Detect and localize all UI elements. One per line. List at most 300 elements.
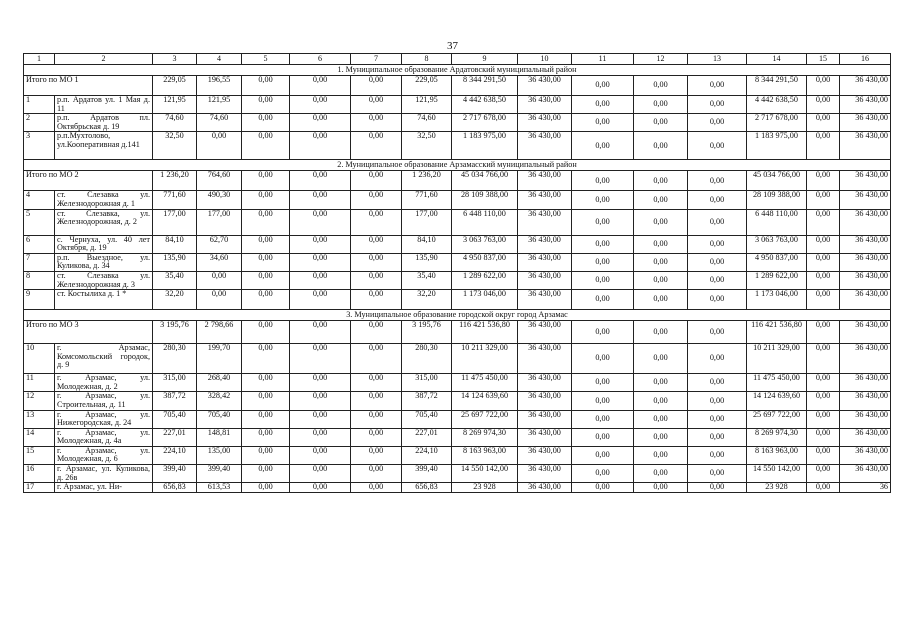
cell-c12: 0,00 [634,410,688,428]
page-number: 37 [447,40,458,52]
cell-c10: 36 430,00 [518,410,572,428]
cell-c4: 705,40 [197,410,242,428]
address-cell: г. Арзамас, ул. Молодежная, д. 4а [55,428,153,446]
total-cell-c6: 0,00 [290,171,351,191]
cell-c11: 0,00 [572,271,634,289]
total-label: Итого по МО 3 [24,321,153,344]
cell-c6: 0,00 [290,465,351,483]
cell-c12: 0,00 [634,132,688,160]
total-cell-c4: 2 798,66 [197,321,242,344]
cell-c13: 0,00 [688,271,747,289]
cell-c8: 656,83 [402,483,452,493]
cell-c8: 135,90 [402,253,452,271]
total-cell-c8: 229,05 [402,76,452,96]
cell-c6: 0,00 [290,191,351,209]
cell-c8: 399,40 [402,465,452,483]
cell-c16: 36 [840,483,891,493]
section-header-row [24,310,891,321]
cell-c13: 0,00 [688,114,747,132]
total-cell-c7: 0,00 [351,321,402,344]
cell-c10: 36 430,00 [518,96,572,114]
cell-c5: 0,00 [242,446,290,464]
address-cell: р.п. Выездное, ул. Куликова, д. 34 [55,253,153,271]
cell-c14: 1 183 975,00 [747,132,807,160]
cell-c12: 0,00 [634,271,688,289]
total-row [24,321,891,344]
cell-c13: 0,00 [688,132,747,160]
cell-c10: 36 430,00 [518,191,572,209]
cell-c14: 11 475 450,00 [747,374,807,392]
cell-c8: 771,60 [402,191,452,209]
cell-c7: 0,00 [351,96,402,114]
table-row [24,344,891,374]
cell-c10: 36 430,00 [518,209,572,235]
cell-c15: 0,00 [807,96,840,114]
cell-c8: 705,40 [402,410,452,428]
row-number: 10 [24,344,55,374]
cell-c13: 0,00 [688,344,747,374]
cell-c5: 0,00 [242,374,290,392]
address-cell: ст. Костылиха д. 1 * [55,290,153,310]
cell-c15: 0,00 [807,410,840,428]
cell-c11: 0,00 [572,392,634,410]
cell-c9: 23 928 [452,483,518,493]
cell-c7: 0,00 [351,114,402,132]
cell-c11: 0,00 [572,446,634,464]
cell-c12: 0,00 [634,428,688,446]
table-row [24,253,891,271]
cell-c3: 32,50 [153,132,197,160]
cell-c5: 0,00 [242,132,290,160]
cell-c3: 177,00 [153,209,197,235]
column-header: 8 [402,54,452,65]
cell-c3: 656,83 [153,483,197,493]
cell-c9: 6 448 110,00 [452,209,518,235]
row-number: 16 [24,465,55,483]
column-header: 2 [55,54,153,65]
table-row [24,191,891,209]
cell-c12: 0,00 [634,96,688,114]
column-header: 5 [242,54,290,65]
cell-c10: 36 430,00 [518,132,572,160]
cell-c6: 0,00 [290,235,351,253]
total-cell-c14: 8 344 291,50 [747,76,807,96]
cell-c13: 0,00 [688,96,747,114]
cell-c14: 3 063 763,00 [747,235,807,253]
cell-c12: 0,00 [634,465,688,483]
column-header: 10 [518,54,572,65]
total-cell-c7: 0,00 [351,171,402,191]
cell-c9: 14 550 142,00 [452,465,518,483]
section-title: 3. Муниципальное образование городской округ город Арзамас [24,310,891,321]
total-cell-c9: 45 034 766,00 [452,171,518,191]
cell-c11: 0,00 [572,290,634,310]
cell-c11: 0,00 [572,428,634,446]
cell-c10: 36 430,00 [518,290,572,310]
cell-c5: 0,00 [242,253,290,271]
cell-c16: 36 430,00 [840,114,891,132]
total-cell-c11: 0,00 [572,171,634,191]
cell-c16: 36 430,00 [840,132,891,160]
row-number: 6 [24,235,55,253]
cell-c11: 0,00 [572,410,634,428]
table-row [24,392,891,410]
cell-c16: 36 430,00 [840,446,891,464]
cell-c13: 0,00 [688,290,747,310]
column-header: 11 [572,54,634,65]
cell-c3: 387,72 [153,392,197,410]
cell-c12: 0,00 [634,191,688,209]
total-row [24,171,891,191]
address-cell: ст. Слезавка ул. Железнодорожная д. 1 [55,191,153,209]
total-label: Итого по МО 1 [24,76,153,96]
cell-c6: 0,00 [290,96,351,114]
cell-c6: 0,00 [290,114,351,132]
total-cell-c11: 0,00 [572,321,634,344]
total-cell-c3: 1 236,20 [153,171,197,191]
table-row [24,428,891,446]
cell-c3: 32,20 [153,290,197,310]
cell-c9: 4 442 638,50 [452,96,518,114]
row-number: 2 [24,114,55,132]
cell-c8: 32,20 [402,290,452,310]
total-cell-c11: 0,00 [572,76,634,96]
cell-c8: 280,30 [402,344,452,374]
cell-c3: 35,40 [153,271,197,289]
cell-c5: 0,00 [242,410,290,428]
total-cell-c15: 0,00 [807,76,840,96]
cell-c12: 0,00 [634,209,688,235]
cell-c14: 10 211 329,00 [747,344,807,374]
total-cell-c6: 0,00 [290,321,351,344]
cell-c4: 135,00 [197,446,242,464]
cell-c13: 0,00 [688,209,747,235]
cell-c10: 36 430,00 [518,465,572,483]
cell-c5: 0,00 [242,483,290,493]
cell-c4: 0,00 [197,132,242,160]
total-cell-c7: 0,00 [351,76,402,96]
cell-c7: 0,00 [351,209,402,235]
cell-c7: 0,00 [351,465,402,483]
total-cell-c16: 36 430,00 [840,321,891,344]
row-number: 14 [24,428,55,446]
cell-c11: 0,00 [572,114,634,132]
total-cell-c13: 0,00 [688,321,747,344]
cell-c14: 25 697 722,00 [747,410,807,428]
cell-c6: 0,00 [290,290,351,310]
column-header: 4 [197,54,242,65]
cell-c13: 0,00 [688,392,747,410]
total-cell-c8: 1 236,20 [402,171,452,191]
cell-c3: 224,10 [153,446,197,464]
cell-c4: 199,70 [197,344,242,374]
cell-c3: 705,40 [153,410,197,428]
cell-c9: 1 173 046,00 [452,290,518,310]
cell-c10: 36 430,00 [518,253,572,271]
cell-c15: 0,00 [807,344,840,374]
cell-c13: 0,00 [688,191,747,209]
address-cell: р.п. Ардатов пл. Октябрьская д. 19 [55,114,153,132]
cell-c7: 0,00 [351,235,402,253]
table-body [24,54,891,493]
cell-c11: 0,00 [572,465,634,483]
total-cell-c10: 36 430,00 [518,171,572,191]
cell-c4: 328,42 [197,392,242,410]
cell-c3: 315,00 [153,374,197,392]
total-cell-c14: 45 034 766,00 [747,171,807,191]
cell-c6: 0,00 [290,483,351,493]
cell-c16: 36 430,00 [840,392,891,410]
row-number: 9 [24,290,55,310]
section-title: 2. Муниципальное образование Арзамасский муниципальный район [24,160,891,171]
cell-c4: 34,60 [197,253,242,271]
cell-c14: 1 289 622,00 [747,271,807,289]
address-cell: г. Арзамас, ул. Молодежная, д. 6 [55,446,153,464]
cell-c8: 387,72 [402,392,452,410]
total-cell-c5: 0,00 [242,76,290,96]
table-row [24,290,891,310]
address-cell: г. Арзамас, ул. Куликова, д. 26в [55,465,153,483]
cell-c5: 0,00 [242,271,290,289]
total-cell-c4: 196,55 [197,76,242,96]
total-cell-c10: 36 430,00 [518,76,572,96]
cell-c6: 0,00 [290,209,351,235]
total-cell-c13: 0,00 [688,171,747,191]
column-header: 9 [452,54,518,65]
cell-c8: 121,95 [402,96,452,114]
cell-c9: 28 109 388,00 [452,191,518,209]
section-header-row [24,160,891,171]
cell-c16: 36 430,00 [840,271,891,289]
table-row [24,271,891,289]
cell-c10: 36 430,00 [518,446,572,464]
total-cell-c15: 0,00 [807,171,840,191]
address-cell: с. Чернуха, ул. 40 лет Октября, д. 19 [55,235,153,253]
cell-c11: 0,00 [572,209,634,235]
column-header: 3 [153,54,197,65]
cell-c14: 2 717 678,00 [747,114,807,132]
cell-c4: 0,00 [197,290,242,310]
total-cell-c12: 0,00 [634,76,688,96]
row-number: 15 [24,446,55,464]
cell-c13: 0,00 [688,446,747,464]
column-header: 12 [634,54,688,65]
column-header-row [24,54,891,65]
table-row [24,132,891,160]
cell-c15: 0,00 [807,465,840,483]
cell-c16: 36 430,00 [840,290,891,310]
cell-c12: 0,00 [634,290,688,310]
cell-c15: 0,00 [807,235,840,253]
cell-c6: 0,00 [290,132,351,160]
cell-c3: 121,95 [153,96,197,114]
cell-c5: 0,00 [242,191,290,209]
cell-c9: 14 124 639,60 [452,392,518,410]
cell-c12: 0,00 [634,114,688,132]
cell-c7: 0,00 [351,253,402,271]
cell-c8: 224,10 [402,446,452,464]
cell-c16: 36 430,00 [840,428,891,446]
cell-c3: 399,40 [153,465,197,483]
cell-c6: 0,00 [290,410,351,428]
cell-c11: 0,00 [572,344,634,374]
cell-c15: 0,00 [807,290,840,310]
cell-c13: 0,00 [688,428,747,446]
total-cell-c3: 3 195,76 [153,321,197,344]
total-cell-c8: 3 195,76 [402,321,452,344]
cell-c16: 36 430,00 [840,209,891,235]
cell-c6: 0,00 [290,374,351,392]
cell-c10: 36 430,00 [518,271,572,289]
cell-c16: 36 430,00 [840,410,891,428]
cell-c12: 0,00 [634,392,688,410]
cell-c8: 315,00 [402,374,452,392]
total-cell-c16: 36 430,00 [840,171,891,191]
column-header: 6 [290,54,351,65]
address-cell: г. Арзамас, ул. Ни- [55,483,153,493]
cell-c6: 0,00 [290,392,351,410]
cell-c5: 0,00 [242,465,290,483]
cell-c7: 0,00 [351,446,402,464]
cell-c16: 36 430,00 [840,374,891,392]
cell-c4: 399,40 [197,465,242,483]
total-cell-c10: 36 430,00 [518,321,572,344]
cell-c14: 1 173 046,00 [747,290,807,310]
cell-c6: 0,00 [290,344,351,374]
cell-c14: 4 950 837,00 [747,253,807,271]
table-row [24,410,891,428]
cell-c7: 0,00 [351,483,402,493]
table-row [24,235,891,253]
cell-c11: 0,00 [572,483,634,493]
cell-c11: 0,00 [572,96,634,114]
address-cell: г. Арзамас, Комсомольский городок, д. 9 [55,344,153,374]
cell-c7: 0,00 [351,410,402,428]
cell-c14: 8 163 963,00 [747,446,807,464]
data-table [23,53,891,493]
table-row [24,465,891,483]
table-row [24,483,891,493]
cell-c7: 0,00 [351,344,402,374]
cell-c11: 0,00 [572,253,634,271]
cell-c9: 11 475 450,00 [452,374,518,392]
section-title: 1. Муниципальное образование Ардатовский муниципальный район [24,65,891,76]
cell-c9: 1 183 975,00 [452,132,518,160]
cell-c10: 36 430,00 [518,428,572,446]
cell-c5: 0,00 [242,392,290,410]
cell-c7: 0,00 [351,428,402,446]
cell-c9: 8 163 963,00 [452,446,518,464]
cell-c4: 177,00 [197,209,242,235]
address-cell: г. Арзамас, ул. Молодежная, д. 2 [55,374,153,392]
cell-c9: 2 717 678,00 [452,114,518,132]
cell-c15: 0,00 [807,132,840,160]
cell-c15: 0,00 [807,392,840,410]
address-cell: ст. Слезавка ул. Железнодорожная д. 3 [55,271,153,289]
cell-c8: 177,00 [402,209,452,235]
cell-c9: 8 269 974,30 [452,428,518,446]
cell-c15: 0,00 [807,446,840,464]
cell-c10: 36 430,00 [518,392,572,410]
total-row [24,76,891,96]
cell-c13: 0,00 [688,374,747,392]
cell-c6: 0,00 [290,428,351,446]
cell-c11: 0,00 [572,191,634,209]
cell-c8: 84,10 [402,235,452,253]
table-row [24,96,891,114]
cell-c11: 0,00 [572,374,634,392]
address-cell: г. Арзамас, ул. Строительная, д. 11 [55,392,153,410]
total-cell-c12: 0,00 [634,321,688,344]
cell-c7: 0,00 [351,374,402,392]
cell-c7: 0,00 [351,271,402,289]
cell-c15: 0,00 [807,114,840,132]
cell-c15: 0,00 [807,253,840,271]
cell-c16: 36 430,00 [840,253,891,271]
cell-c16: 36 430,00 [840,96,891,114]
cell-c8: 32,50 [402,132,452,160]
cell-c4: 74,60 [197,114,242,132]
table-row [24,209,891,235]
column-header: 1 [24,54,55,65]
cell-c14: 8 269 974,30 [747,428,807,446]
cell-c15: 0,00 [807,191,840,209]
total-cell-c14: 116 421 536,80 [747,321,807,344]
cell-c4: 0,00 [197,271,242,289]
cell-c11: 0,00 [572,235,634,253]
total-label: Итого по МО 2 [24,171,153,191]
row-number: 5 [24,209,55,235]
cell-c10: 36 430,00 [518,114,572,132]
cell-c14: 23 928 [747,483,807,493]
address-cell: г. Арзамас, ул. Нижегородская, д. 24 [55,410,153,428]
row-number: 7 [24,253,55,271]
cell-c8: 35,40 [402,271,452,289]
table-row [24,374,891,392]
total-cell-c4: 764,60 [197,171,242,191]
cell-c14: 14 124 639,60 [747,392,807,410]
cell-c14: 28 109 388,00 [747,191,807,209]
cell-c10: 36 430,00 [518,344,572,374]
cell-c9: 1 289 622,00 [452,271,518,289]
cell-c13: 0,00 [688,235,747,253]
cell-c5: 0,00 [242,344,290,374]
row-number: 4 [24,191,55,209]
cell-c7: 0,00 [351,392,402,410]
cell-c13: 0,00 [688,253,747,271]
cell-c5: 0,00 [242,428,290,446]
total-cell-c9: 8 344 291,50 [452,76,518,96]
total-cell-c5: 0,00 [242,321,290,344]
cell-c13: 0,00 [688,483,747,493]
address-cell: ст. Слезавка, ул. Железнодорожная, д. 2 [55,209,153,235]
cell-c13: 0,00 [688,465,747,483]
row-number: 12 [24,392,55,410]
cell-c14: 4 442 638,50 [747,96,807,114]
table-row [24,114,891,132]
cell-c4: 62,70 [197,235,242,253]
total-cell-c6: 0,00 [290,76,351,96]
cell-c15: 0,00 [807,428,840,446]
cell-c13: 0,00 [688,410,747,428]
cell-c14: 14 550 142,00 [747,465,807,483]
cell-c3: 227,01 [153,428,197,446]
cell-c12: 0,00 [634,446,688,464]
total-cell-c12: 0,00 [634,171,688,191]
cell-c5: 0,00 [242,114,290,132]
cell-c9: 25 697 722,00 [452,410,518,428]
cell-c10: 36 430,00 [518,483,572,493]
